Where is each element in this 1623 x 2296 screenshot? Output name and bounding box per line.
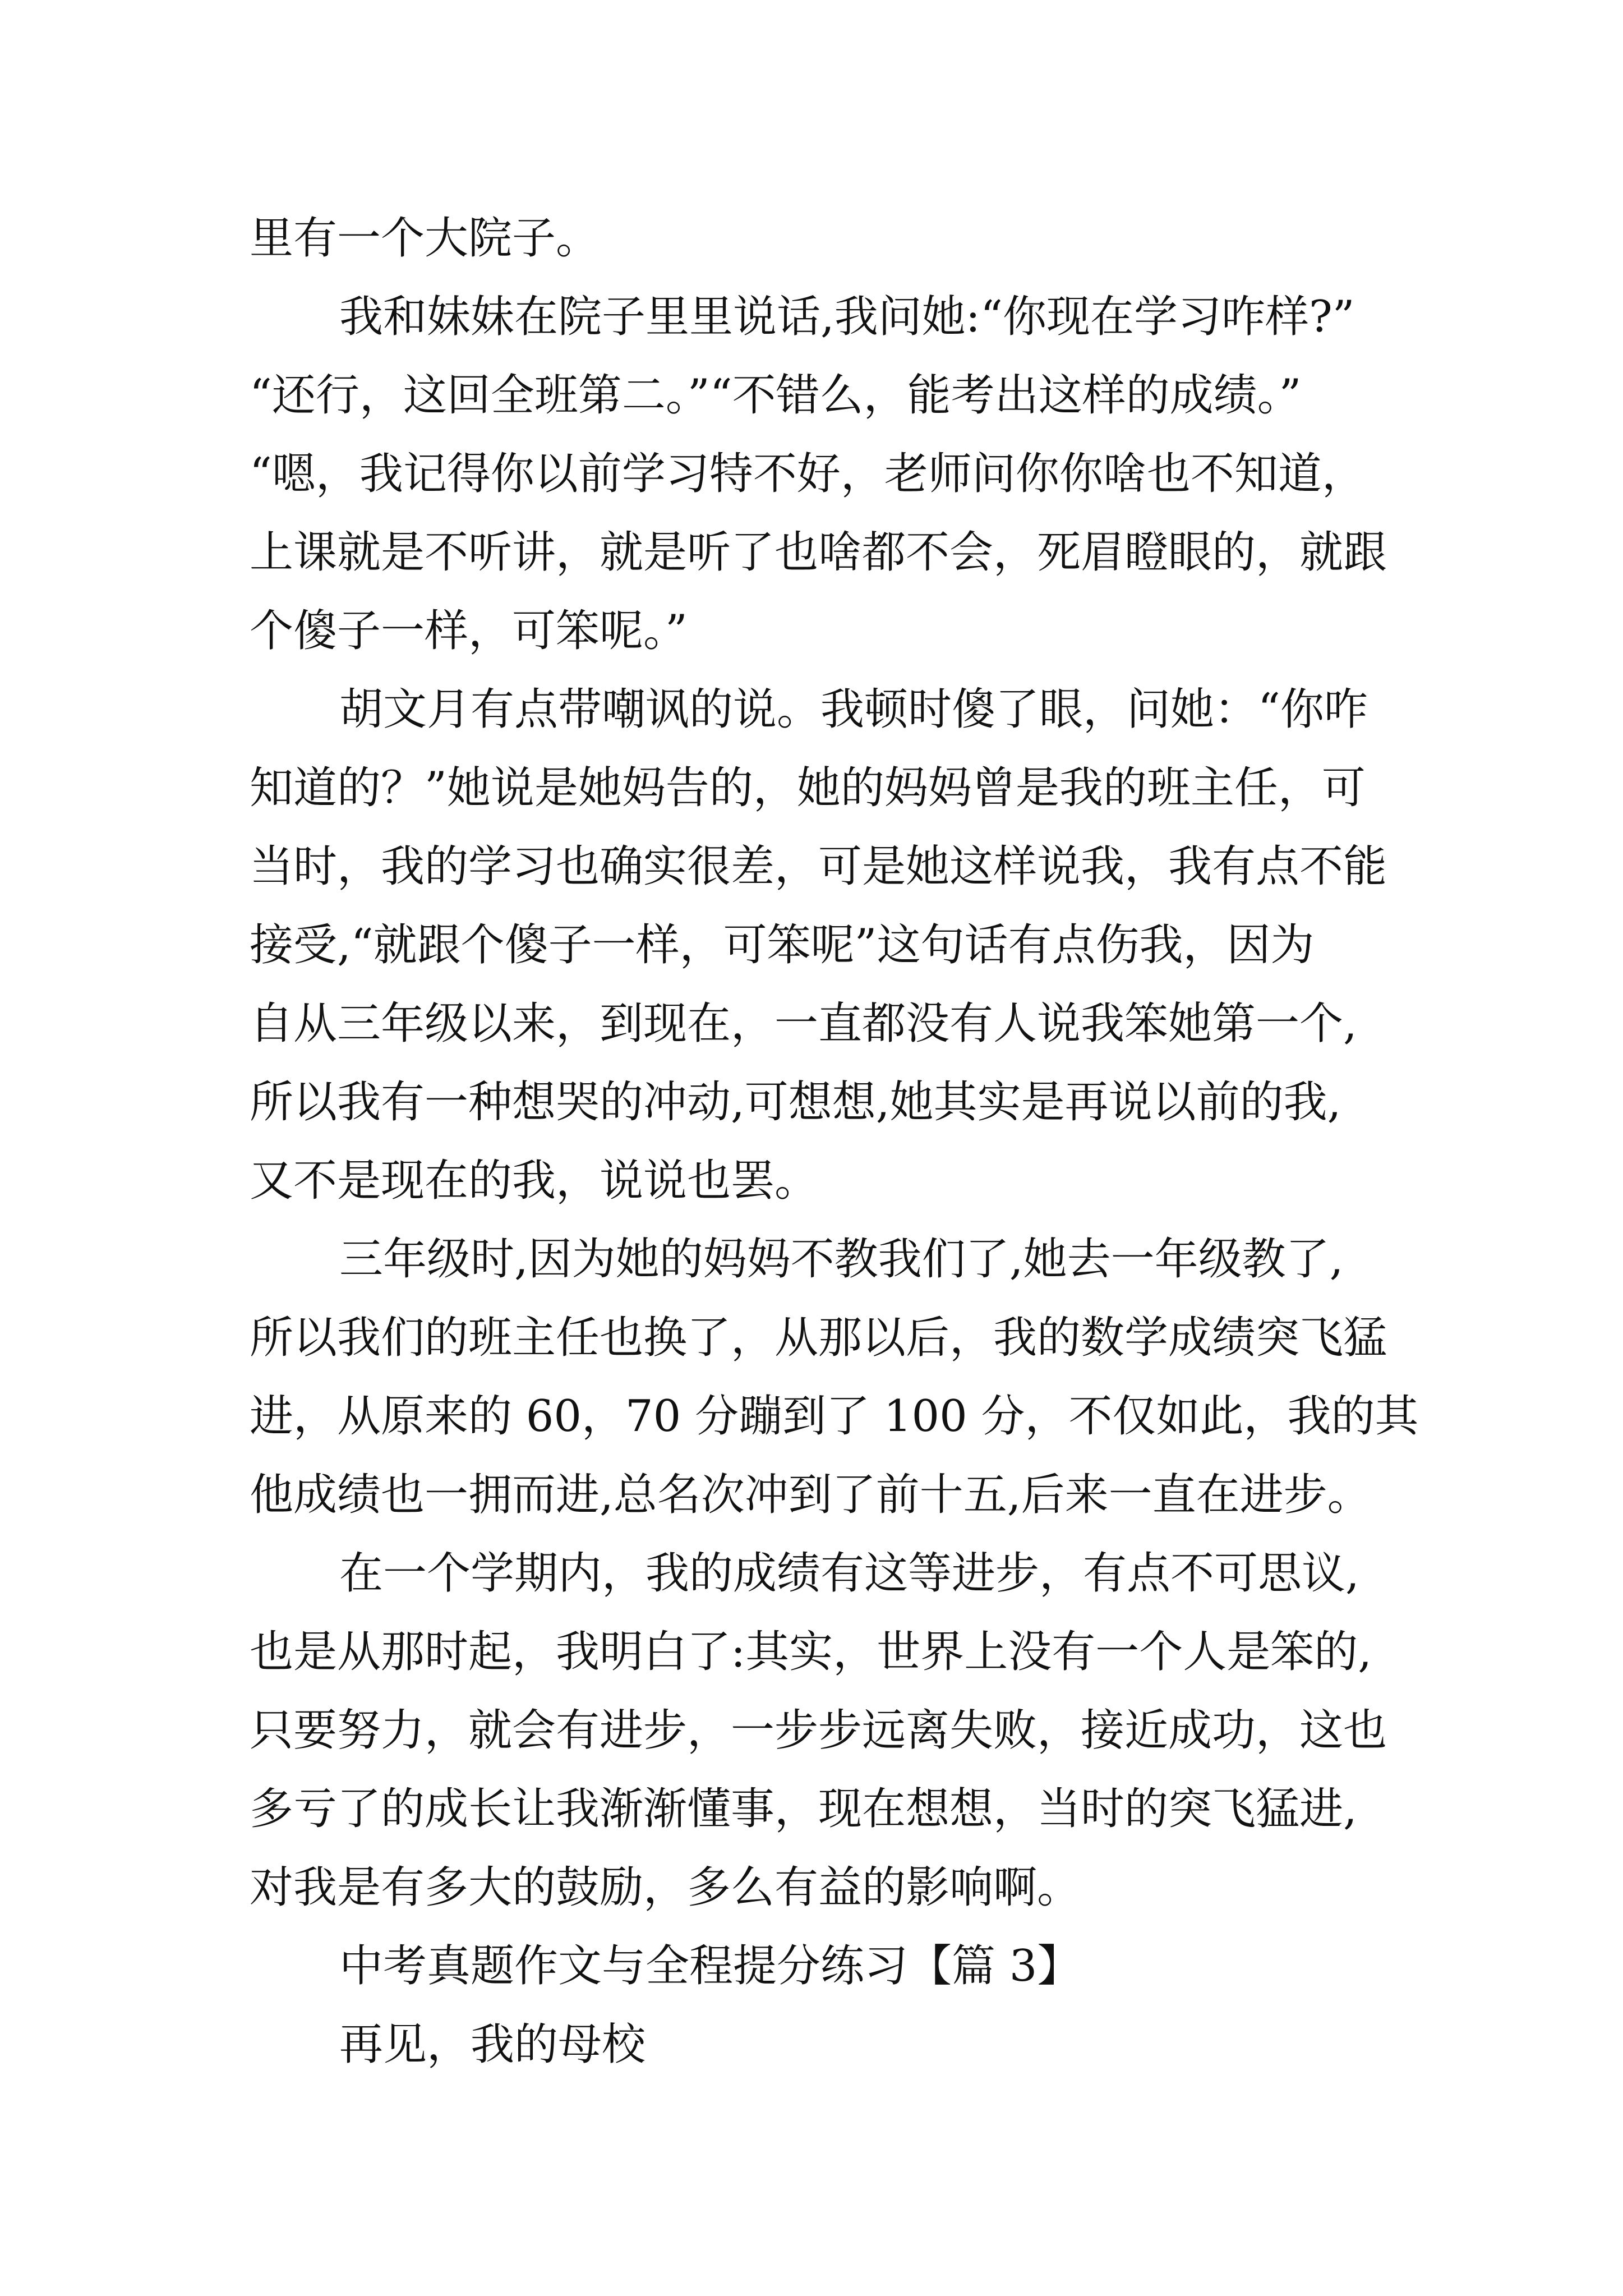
text-line: 当时，我的学习也确实很差，可是她这样说我，我有点不能 (250, 841, 1387, 892)
text-line: 多亏了的成长让我渐渐懂事，现在想想，当时的突飞猛进, (250, 1784, 1357, 1834)
text-line: 上课就是不听讲，就是听了也啥都不会，死眉瞪眼的，就跟 (250, 527, 1387, 578)
text-line: 他成绩也一拥而进,总名次冲到了前十五,后来一直在进步。 (250, 1470, 1371, 1520)
text-line: 自从三年级以来，到现在，一直都没有人说我笨她第一个, (250, 999, 1357, 1049)
text-line: “嗯，我记得你以前学习特不好，老师问你你啥也不知道， (250, 449, 1366, 499)
text-line: 里有一个大院子。 (250, 213, 600, 264)
text-line: 接受,“就跟个傻子一样，可笨呢”这句话有点伤我，因为 (250, 920, 1315, 970)
essay-title: 再见，我的母校 (339, 2019, 646, 2070)
text-line: “还行，这回全班第二。”“不错么，能考出这样的成绩。” (250, 370, 1302, 421)
text-line: 对我是有多大的鼓励，多么有益的影响啊。 (250, 1862, 1081, 1913)
text-line: 进，从原来的 60，70 分蹦到了 100 分，不仅如此，我的其 (250, 1391, 1419, 1442)
paragraph-start-line: 在一个学期内，我的成绩有这等进步，有点不可思议, (339, 1548, 1359, 1599)
text-line: 所以我有一种想哭的冲动,可想想,她其实是再说以前的我, (250, 1077, 1341, 1128)
text-line: 又不是现在的我，说说也罢。 (250, 1156, 819, 1206)
text-line: 也是从那时起，我明白了:其实，世界上没有一个人是笨的, (250, 1627, 1372, 1677)
paragraph-start-line: 我和妹妹在院子里里说话,我问她:“你现在学习咋样?” (339, 292, 1355, 342)
section-heading: 中考真题作文与全程提分练习【篇 3】 (339, 1941, 1081, 1991)
paragraph-start-line: 胡文月有点带嘲讽的说。我顿时傻了眼，问她：“你咋 (339, 684, 1368, 735)
paragraph-start-line: 三年级时,因为她的妈妈不教我们了,她去一年级教了, (339, 1234, 1344, 1285)
body-text (250, 199, 1419, 2084)
text-line: 知道的？”她说是她妈告的，她的妈妈曾是我的班主任，可 (250, 763, 1366, 813)
text-line: 个傻子一样，可笨呢。” (250, 606, 688, 656)
text-line: 所以我们的班主任也换了，从那以后，我的数学成绩突飞猛 (250, 1313, 1387, 1363)
text-line: 只要努力，就会有进步，一步步远离失败，接近成功，这也 (250, 1705, 1387, 1756)
